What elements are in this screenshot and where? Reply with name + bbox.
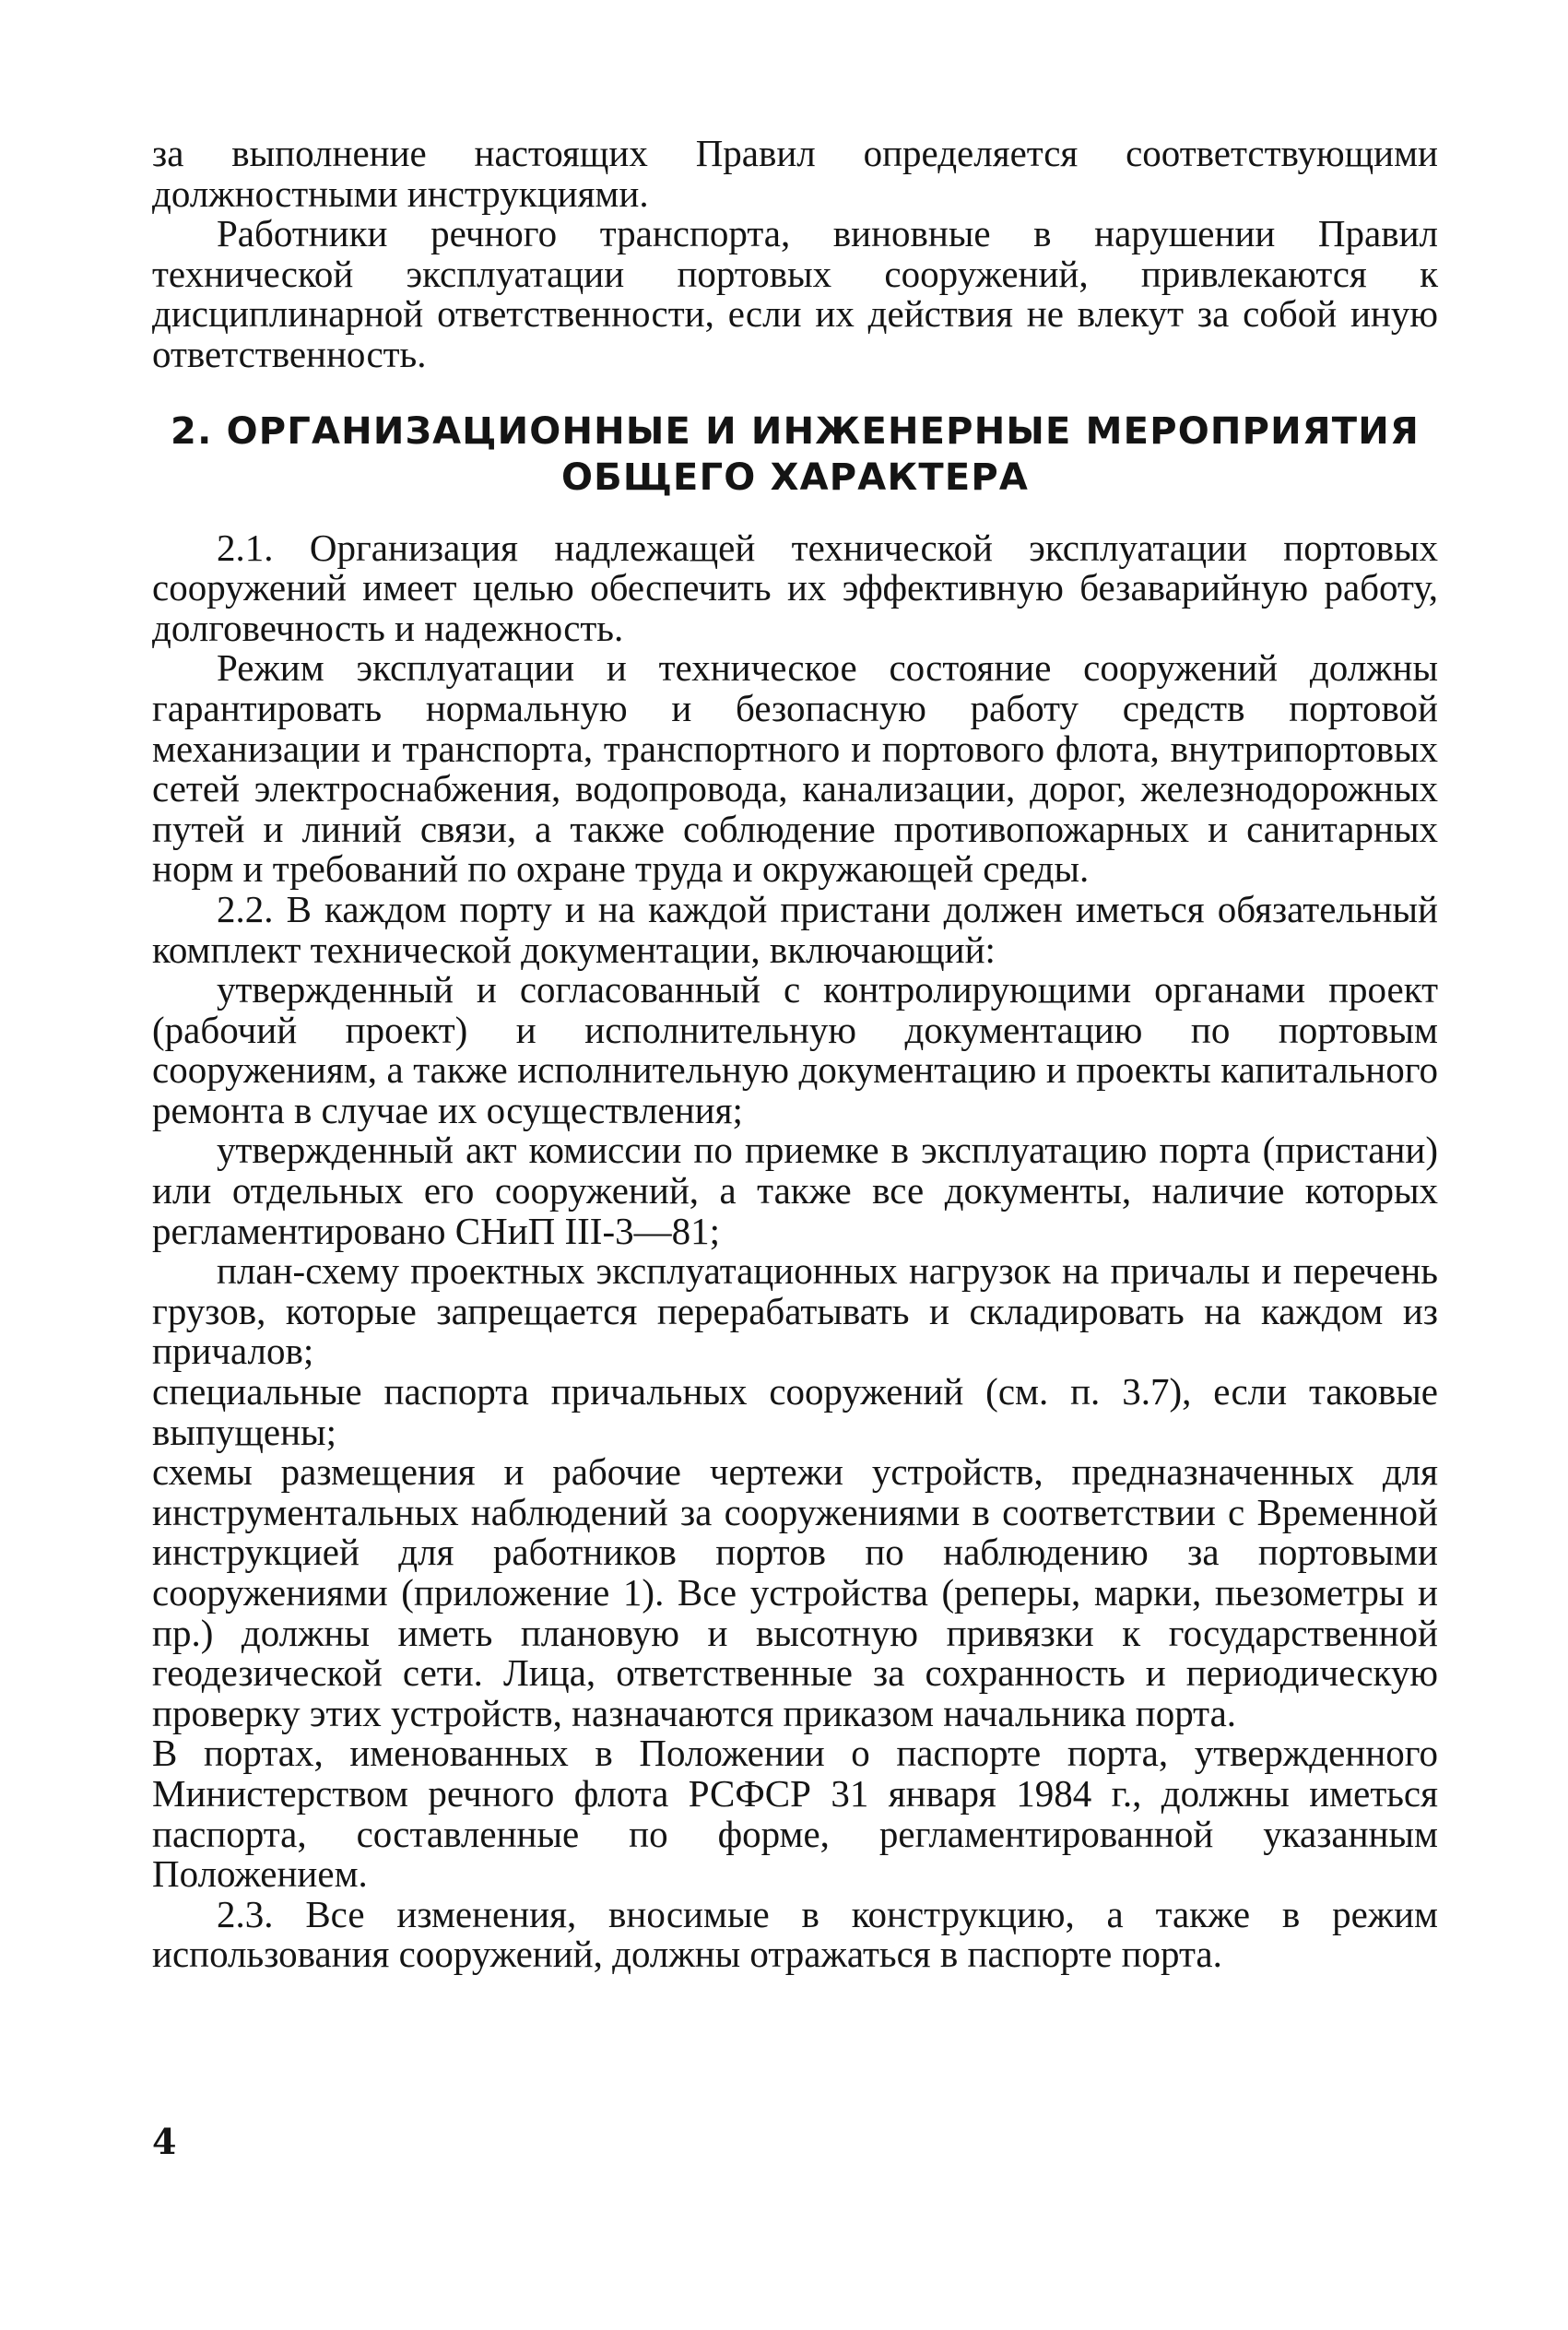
paragraph-continuation: за выполнение настоящих Правил определяется соответствующими должностными инструкциями. (152, 132, 1438, 215)
list-item-berth-passports: специальные паспорта причальных сооружений (см. п. 3.7), если таковые выпущены; (152, 1370, 1438, 1453)
paragraph-2-1: 2.1. Организация надлежащей технической эксплуатации портовых сооружений имеет целью обеспечить их эффективную безаварийную работу, долговечность и надежность. (152, 526, 1438, 649)
paragraph-2-2: 2.2. В каждом порту и на каждой пристани должен иметься обязательный комплект технической документации, включающий: (152, 887, 1438, 971)
page-number: 4 (152, 2121, 177, 2162)
list-item-placement-schemes: схемы размещения и рабочие чертежи устройств, предназначенных для инструментальных наблюдений за сооружениями в соответствии с Временной инструкцией для работников портов по наблюдению за портовыми сооружениями (приложение 1). Все устройства (реперы, марки, пьезометры и пр.) должны иметь плановую и высотную привязки к государственной геодезической сети. Лица, ответственные за сохранность и периодическую проверку этих устройств, назначаются приказом начальника порта. (152, 1450, 1438, 1734)
paragraph-port-passport: В портах, именованных в Положении о паспорте порта, утвержденного Министерством речного флота РСФСР 31 января 1984 г., должны иметься паспорта, составленные по форме, регламентированной указанным Положением. (152, 1732, 1438, 1896)
paragraph-operating-mode: Режим эксплуатации и техническое состояние сооружений должны гарантировать нормальную и безопасную работу средств портовой механизации и транспорта, транспортного и портового флота, внутрипортовых сетей электроснабжения, водопровода, канализации, дорог, железнодорожных путей и линий связи, а также соблюдение противопожарных и санитарных норм и требований по охране труда и окружающей среды. (152, 646, 1438, 891)
list-item-load-scheme: план-схему проектных эксплуатационных нагрузок на причалы и перечень грузов, которые запрещается перерабатывать и складировать на каждом из причалов; (152, 1249, 1438, 1373)
paragraph-2-3: 2.3. Все изменения, вносимые в конструкцию, а также в режим использования сооружений, должны отражаться в паспорте порта. (152, 1892, 1438, 1976)
list-item-approved-project: утвержденный и согласованный с контролирующими органами проект (рабочий проект) и исполнительную документацию по портовым сооружениям, а также исполнительную документацию и проекты капитального ремонта в случае их осуществления; (152, 968, 1438, 1131)
section-heading-line-1: 2. ОРГАНИЗАЦИОННЫЕ И ИНЖЕНЕРНЫЕ МЕРОПРИЯТИЯ (171, 409, 1420, 453)
section-heading (152, 408, 1438, 501)
text-column (152, 134, 1438, 1975)
list-item-commission-act: утвержденный акт комиссии по приемке в эксплуатацию порта (пристани) или отдельных его сооружений, а также все документы, наличие которых регламентировано СНиП III-3—81; (152, 1129, 1438, 1252)
section-heading-line-2: ОБЩЕГО ХАРАКТЕРА (560, 455, 1030, 499)
paragraph-responsibility: Работники речного транспорта, виновные в нарушении Правил технической эксплуатации портовых сооружений, привлекаются к дисциплинарной ответственности, если их действия не влекут за собой иную ответственность. (152, 212, 1438, 375)
